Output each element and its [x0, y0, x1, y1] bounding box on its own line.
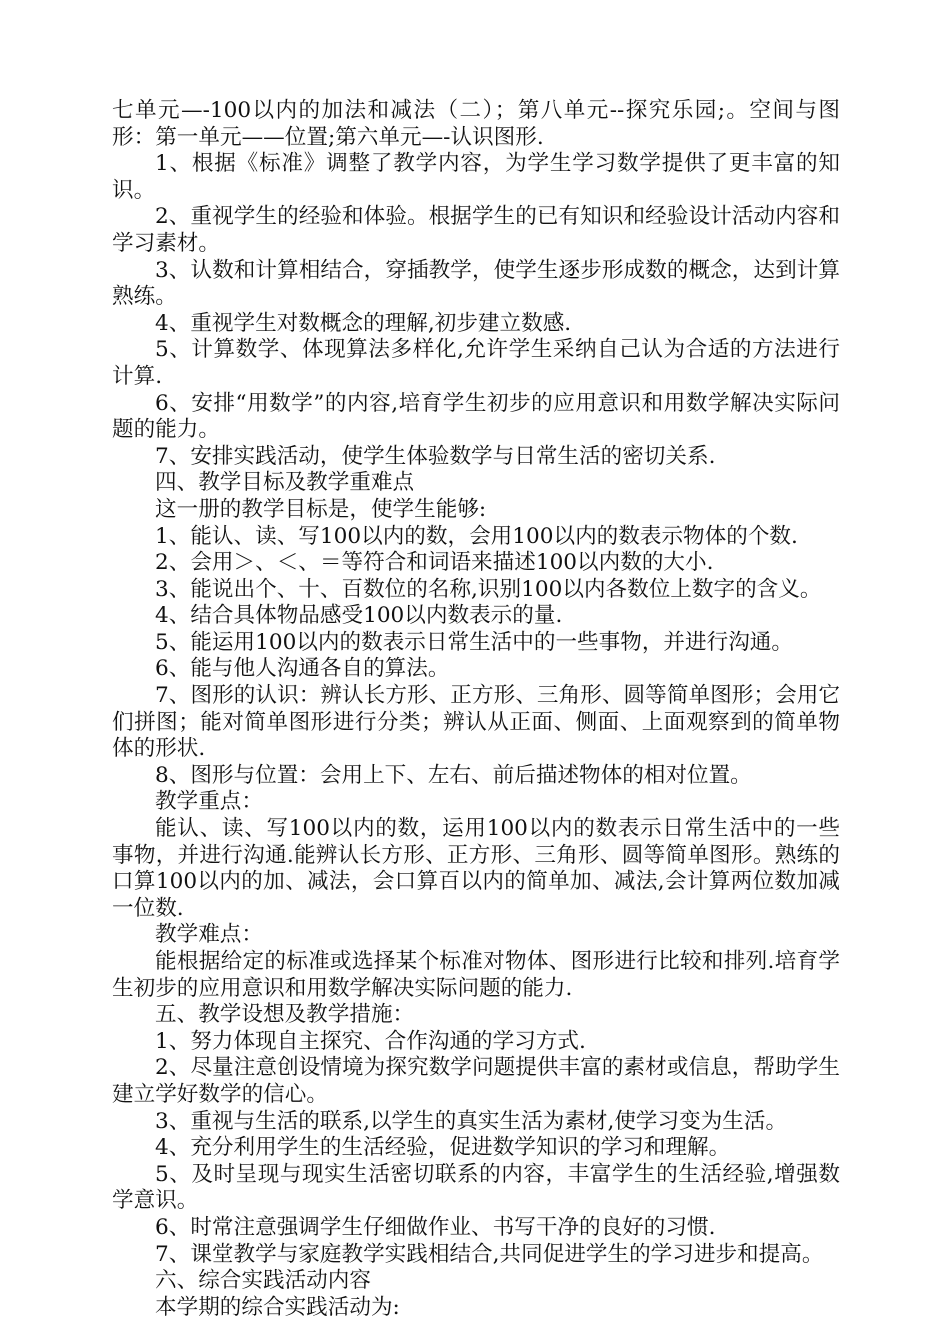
- paragraph-measure-6: 6、时常注意强调学生仔细做作业、书写干净的良好的习惯.: [155, 1214, 716, 1240]
- paragraph-key-points: 能认、读、写100以内的数，运用100以内的数表示日常生活中的一些事物，并进行沟通.能辨认长方形、正方形、三角形、圆等简单图形。熟练的口算100以内的加、减法，会口算百以内的简单加、减法,会计算两位数加减一位数.: [112, 816, 840, 921]
- paragraph-goal-5: 5、能运用100以内的数表示日常生活中的一些事物，并进行沟通。: [155, 629, 793, 655]
- paragraph-feature-3: 3、认数和计算相结合，穿插教学，使学生逐步形成数的概念，达到计算熟练。: [112, 257, 840, 310]
- paragraph-measure-3: 3、重视与生活的联系,以学生的真实生活为素材,使学习变为生活。: [155, 1108, 788, 1134]
- paragraph-goal-8: 8、图形与位置：会用上下、左右、前后描述物体的相对位置。: [155, 762, 752, 788]
- paragraph-activities-intro: 本学期的综合实践活动为:: [155, 1294, 400, 1320]
- document-page: [112, 98, 840, 1321]
- section-heading-measures: 五、教学设想及教学措施：: [155, 1002, 415, 1028]
- paragraph-feature-1: 1、根据《标准》调整了教学内容，为学生学习数学提供了更丰富的知识。: [112, 151, 840, 203]
- paragraph-goal-6: 6、能与他人沟通各自的算法。: [155, 656, 450, 682]
- paragraph-feature-2: 2、重视学生的经验和体验。根据学生的已有知识和经验设计活动内容和学习素材。: [112, 204, 840, 256]
- paragraph-feature-4: 4、重视学生对数概念的理解,初步建立数感.: [155, 310, 572, 336]
- paragraph-measure-1: 1、努力体现自主探究、合作沟通的学习方式.: [155, 1028, 586, 1054]
- paragraph-feature-5: 5、计算数学、体现算法多样化,允许学生采纳自己认为合适的方法进行计算.: [112, 337, 840, 389]
- paragraph-measure-4: 4、充分利用学生的生活经验，促进数学知识的学习和理解。: [155, 1135, 731, 1161]
- paragraph-goal-2: 2、会用＞、＜、＝等符合和词语来描述100以内数的大小.: [155, 550, 714, 576]
- paragraph-goals-intro: 这一册的教学目标是，使学生能够:: [155, 496, 487, 522]
- section-heading-goals: 四、教学目标及教学重难点: [155, 470, 415, 496]
- heading-difficult-points: 教学难点：: [155, 922, 263, 948]
- paragraph-measure-2: 2、尽量注意创设情境为探究数学问题提供丰富的素材或信息，帮助学生建立学好数学的信心。: [112, 1055, 840, 1107]
- paragraph-goal-1: 1、能认、读、写100以内的数，会用100以内的数表示物体的个数.: [155, 523, 798, 549]
- paragraph-difficult-points: 能根据给定的标准或选择某个标准对物体、图形进行比较和排列.培育学生初步的应用意识和用数学解决实际问题的能力.: [112, 949, 840, 1001]
- paragraph-unit-list: 七单元—-100以内的加法和减法（二）；第八单元--探究乐园;。空间与图形：第一单元——位置;第六单元—-认识图形.: [112, 98, 840, 150]
- paragraph-feature-7: 7、安排实践活动，使学生体验数学与日常生活的密切关系.: [155, 443, 716, 469]
- paragraph-measure-7: 7、课堂教学与家庭教学实践相结合,共同促进学生的学习进步和提高。: [155, 1241, 824, 1267]
- paragraph-feature-6: 6、安排“用数学”的内容,培育学生初步的应用意识和用数学解决实际问题的能力。: [112, 390, 840, 443]
- paragraph-measure-5: 5、及时呈现与现实生活密切联系的内容，丰富学生的生活经验,增强数学意识。: [112, 1161, 840, 1214]
- paragraph-goal-3: 3、能说出个、十、百数位的名称,识别100以内各数位上数字的含义。: [155, 576, 822, 602]
- paragraph-goal-7: 7、图形的认识：辨认长方形、正方形、三角形、圆等简单图形；会用它们拼图；能对简单图形进行分类；辨认从正面、侧面、上面观察到的简单物体的形状.: [112, 683, 840, 762]
- section-heading-activities: 六、综合实践活动内容: [155, 1268, 371, 1294]
- heading-key-points: 教学重点：: [155, 789, 263, 815]
- paragraph-goal-4: 4、结合具体物品感受100以内数表示的量.: [155, 603, 563, 629]
